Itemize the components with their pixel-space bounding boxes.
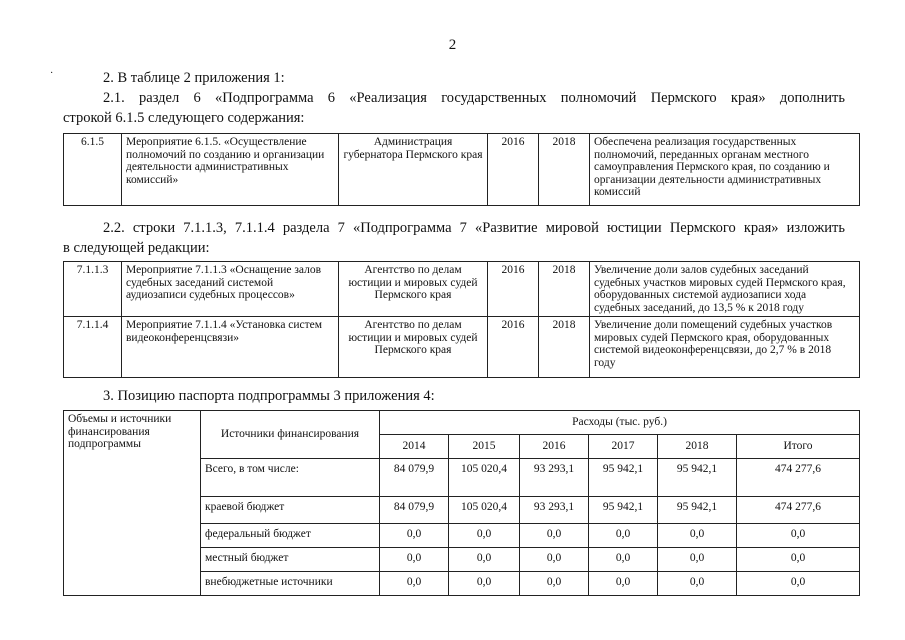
item-2-1-line1: 2.1. раздел 6 «Подпрограмма 6 «Реализация государственных полномочий Пермского края» дополнить [103,90,845,106]
row-result: Обеспечена реализация государственных полномочий, переданных органам местного самоуправления Пермского края, по созданию и организации деятельности административных комиссий [590,134,860,206]
value-cell: 0,0 [380,547,449,571]
table-row [64,134,860,206]
row-result: Увеличение доли залов судебных заседаний судебных участков мировых судей Пермского края, оборудованных системой аудиозаписи хода судебных заседаний, до 13,5 % к 2018 году [590,262,860,317]
value-cell: 95 942,1 [589,497,658,523]
value-cell: 0,0 [589,523,658,547]
value-cell: 0,0 [449,547,520,571]
value-cell: 105 020,4 [449,497,520,523]
value-cell: 0,0 [520,523,589,547]
sources-header: Источники финансирования [201,411,380,459]
expenses-header: Расходы (тыс. руб.) [380,411,860,435]
section-2-heading: 2. В таблице 2 приложения 1: [103,70,285,86]
row-event: Мероприятие 7.1.1.3 «Оснащение залов судебных заседаний системой аудиозаписи судебных процессов» [122,262,339,317]
table-row [64,317,860,378]
row-executor: Агентство по делам юстиции и мировых судей Пермского края [339,317,488,378]
row-event: Мероприятие 7.1.1.4 «Установка систем видеоконференцсвязи» [122,317,339,378]
row-start-year: 2016 [488,262,539,317]
value-cell: 0,0 [520,571,589,595]
value-cell: 105 020,4 [449,459,520,497]
value-cell: 0,0 [589,547,658,571]
year-header: 2016 [520,435,589,459]
value-cell: 0,0 [449,571,520,595]
value-cell: 0,0 [658,523,737,547]
row-executor: Агентство по делам юстиции и мировых судей Пермского края [339,262,488,317]
value-cell: 0,0 [380,571,449,595]
value-cell: 84 079,9 [380,497,449,523]
item-2-2-line2: в следующей редакции: [63,240,210,256]
row-end-year: 2018 [539,134,590,206]
value-cell: 0,0 [589,571,658,595]
value-cell: 84 079,9 [380,459,449,497]
value-cell: 95 942,1 [589,459,658,497]
total-header: Итого [737,435,860,459]
row-result: Увеличение доли помещений судебных участков мировых судей Пермского края, оборудованных системой видеоконференцсвязи, до 2,7 % в 2018 году [590,317,860,378]
value-cell: 0,0 [737,571,860,595]
value-cell: 0,0 [449,523,520,547]
year-header: 2017 [589,435,658,459]
margin-dot: · [50,68,54,79]
section-3-heading: 3. Позицию паспорта подпрограммы 3 приложения 4: [103,388,435,404]
value-cell: 474 277,6 [737,459,860,497]
value-cell: 0,0 [380,523,449,547]
item-2-2-line1: 2.2. строки 7.1.1.3, 7.1.1.4 раздела 7 «Подпрограмма 7 «Развитие мировой юстиции Пермского края» изложить [103,220,845,236]
table-subprogram-7 [63,261,860,378]
value-cell: 93 293,1 [520,497,589,523]
table-subprogram-6 [63,133,860,206]
row-executor: Администрация губернатора Пермского края [339,134,488,206]
row-start-year: 2016 [488,317,539,378]
row-end-year: 2018 [539,262,590,317]
row-code: 7.1.1.4 [64,317,122,378]
year-header: 2014 [380,435,449,459]
row-end-year: 2018 [539,317,590,378]
source-label: краевой бюджет [201,497,380,523]
table-row [64,262,860,317]
row-start-year: 2016 [488,134,539,206]
source-label: местный бюджет [201,547,380,571]
financing-row-label: Объемы и источники финансирования подпрограммы [64,411,201,596]
year-header: 2015 [449,435,520,459]
value-cell: 0,0 [737,523,860,547]
value-cell: 93 293,1 [520,459,589,497]
value-cell: 0,0 [658,547,737,571]
value-cell: 474 277,6 [737,497,860,523]
row-event: Мероприятие 6.1.5. «Осуществление полномочий по созданию и организации деятельности административных комиссий» [122,134,339,206]
value-cell: 0,0 [737,547,860,571]
value-cell: 95 942,1 [658,497,737,523]
page-number: 2 [448,37,457,53]
source-label: федеральный бюджет [201,523,380,547]
table-financing [63,410,860,596]
value-cell: 0,0 [520,547,589,571]
row-code: 7.1.1.3 [64,262,122,317]
year-header: 2018 [658,435,737,459]
source-label: Всего, в том числе: [201,459,380,497]
value-cell: 95 942,1 [658,459,737,497]
value-cell: 0,0 [658,571,737,595]
source-label: внебюджетные источники [201,571,380,595]
item-2-1-line2: строкой 6.1.5 следующего содержания: [63,110,305,126]
row-code: 6.1.5 [64,134,122,206]
